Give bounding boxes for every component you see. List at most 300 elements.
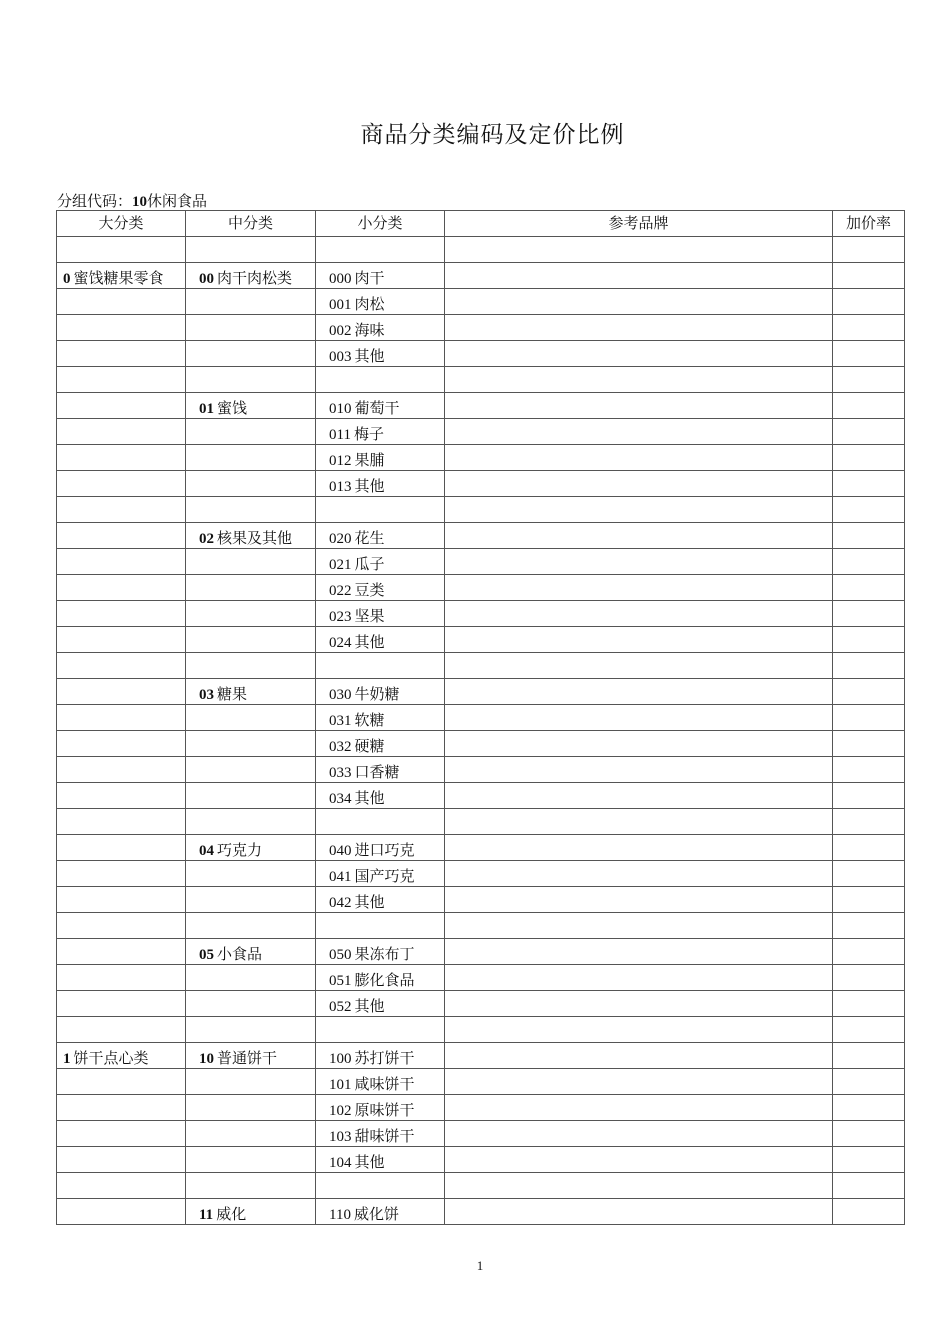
minor-category-cell-name: 瓜子 <box>354 557 385 573</box>
mid-category-cell <box>186 1043 316 1069</box>
markup-rate-cell <box>833 1095 905 1121</box>
minor-category-cell-name: 其他 <box>354 999 385 1015</box>
brand-cell <box>445 783 833 809</box>
mid-category-cell-code: 05 <box>199 947 214 963</box>
markup-rate-cell <box>833 419 905 445</box>
minor-category-cell-name: 海味 <box>354 323 385 339</box>
major-category-cell <box>57 1017 186 1043</box>
brand-cell <box>445 471 833 497</box>
mid-category-cell <box>186 523 316 549</box>
major-category-cell <box>57 367 186 393</box>
major-category-cell <box>57 471 186 497</box>
markup-rate-cell <box>833 263 905 289</box>
minor-category-cell-code: 000 <box>329 271 352 287</box>
mid-category-cell <box>186 653 316 679</box>
minor-category-cell <box>316 1147 445 1173</box>
major-category-cell <box>57 991 186 1017</box>
mid-category-cell-name: 威化 <box>216 1207 247 1223</box>
minor-category-cell-name: 其他 <box>354 791 385 807</box>
minor-category-cell <box>316 731 445 757</box>
minor-category-cell-code: 001 <box>329 297 352 313</box>
markup-rate-cell <box>833 679 905 705</box>
minor-category-cell-name: 其他 <box>354 895 385 911</box>
minor-category-cell-code: 110 <box>329 1207 351 1223</box>
minor-category-cell-code: 012 <box>329 453 352 469</box>
markup-rate-cell <box>833 1069 905 1095</box>
minor-category-cell-name: 硬糖 <box>354 739 385 755</box>
mid-category-cell <box>186 341 316 367</box>
major-category-cell <box>57 757 186 783</box>
minor-category-cell-code: 052 <box>329 999 352 1015</box>
mid-category-cell <box>186 965 316 991</box>
table-row <box>57 289 905 315</box>
brand-cell <box>445 549 833 575</box>
major-category-cell <box>57 913 186 939</box>
table-row <box>57 237 905 263</box>
markup-rate-cell <box>833 523 905 549</box>
brand-cell <box>445 861 833 887</box>
minor-category-cell-code: 003 <box>329 349 352 365</box>
mid-category-cell <box>186 289 316 315</box>
minor-category-cell-name: 威化饼 <box>353 1207 399 1223</box>
mid-category-cell <box>186 679 316 705</box>
minor-category-cell-code: 033 <box>329 765 352 781</box>
markup-rate-cell <box>833 861 905 887</box>
mid-category-cell <box>186 627 316 653</box>
major-category-cell <box>57 1069 186 1095</box>
major-category-cell-code: 0 <box>63 271 71 287</box>
minor-category-cell <box>316 861 445 887</box>
markup-rate-cell <box>833 731 905 757</box>
page-title: 商品分类编码及定价比例 <box>360 122 625 147</box>
brand-cell <box>445 497 833 523</box>
mid-category-cell <box>186 263 316 289</box>
header-brand: 参考品牌 <box>445 211 833 237</box>
minor-category-cell <box>316 1173 445 1199</box>
markup-rate-cell <box>833 341 905 367</box>
minor-category-cell <box>316 1017 445 1043</box>
mid-category-cell <box>186 1199 316 1225</box>
minor-category-cell <box>316 939 445 965</box>
markup-rate-cell <box>833 809 905 835</box>
minor-category-cell-name: 其他 <box>354 1155 385 1171</box>
markup-rate-cell <box>833 315 905 341</box>
mid-category-cell <box>186 1147 316 1173</box>
markup-rate-cell <box>833 965 905 991</box>
major-category-cell <box>57 627 186 653</box>
mid-category-cell <box>186 1173 316 1199</box>
minor-category-cell-code: 103 <box>329 1129 352 1145</box>
table-row <box>57 263 905 289</box>
brand-cell <box>445 809 833 835</box>
table-row <box>57 913 905 939</box>
minor-category-cell-code: 021 <box>329 557 352 573</box>
brand-cell <box>445 601 833 627</box>
markup-rate-cell <box>833 367 905 393</box>
major-category-cell <box>57 419 186 445</box>
brand-cell <box>445 367 833 393</box>
mid-category-cell-code: 01 <box>199 401 214 417</box>
minor-category-cell-code: 030 <box>329 687 352 703</box>
markup-rate-cell <box>833 575 905 601</box>
mid-category-cell <box>186 237 316 263</box>
header-minor: 小分类 <box>316 211 445 237</box>
mid-category-cell <box>186 887 316 913</box>
header-markup: 加价率 <box>833 211 905 237</box>
minor-category-cell-code: 040 <box>329 843 352 859</box>
markup-rate-cell <box>833 289 905 315</box>
markup-rate-cell <box>833 445 905 471</box>
mid-category-cell <box>186 705 316 731</box>
major-category-cell <box>57 653 186 679</box>
minor-category-cell <box>316 289 445 315</box>
mid-category-cell <box>186 1069 316 1095</box>
major-category-cell <box>57 887 186 913</box>
minor-category-cell-name: 果冻布丁 <box>354 947 415 963</box>
table-row <box>57 939 905 965</box>
major-category-cell <box>57 1173 186 1199</box>
minor-category-cell <box>316 471 445 497</box>
table-row <box>57 1095 905 1121</box>
markup-rate-cell <box>833 991 905 1017</box>
markup-rate-cell <box>833 1017 905 1043</box>
mid-category-cell <box>186 913 316 939</box>
mid-category-cell <box>186 601 316 627</box>
brand-cell <box>445 731 833 757</box>
table-row <box>57 471 905 497</box>
brand-cell <box>445 419 833 445</box>
mid-category-cell <box>186 1017 316 1043</box>
minor-category-cell-code: 102 <box>329 1103 352 1119</box>
markup-rate-cell <box>833 705 905 731</box>
brand-cell <box>445 887 833 913</box>
category-table <box>56 210 905 1225</box>
major-category-cell <box>57 393 186 419</box>
major-category-cell <box>57 705 186 731</box>
major-category-cell <box>57 731 186 757</box>
minor-category-cell-name: 其他 <box>354 349 385 365</box>
minor-category-cell-name: 牛奶糖 <box>354 687 400 703</box>
minor-category-cell-name: 咸味饼干 <box>354 1077 415 1093</box>
mid-category-cell-name: 糖果 <box>217 687 248 703</box>
mid-category-cell-name: 小食品 <box>217 947 263 963</box>
table-row <box>57 679 905 705</box>
major-category-cell <box>57 783 186 809</box>
markup-rate-cell <box>833 497 905 523</box>
mid-category-cell-name: 肉干肉松类 <box>217 271 293 287</box>
minor-category-cell <box>316 1069 445 1095</box>
markup-rate-cell <box>833 1121 905 1147</box>
mid-category-cell-name: 核果及其他 <box>217 531 293 547</box>
table-row <box>57 861 905 887</box>
major-category-cell-code: 1 <box>63 1051 71 1067</box>
brand-cell <box>445 1095 833 1121</box>
table-row <box>57 523 905 549</box>
minor-category-cell-code: 024 <box>329 635 352 651</box>
brand-cell <box>445 289 833 315</box>
brand-cell <box>445 653 833 679</box>
major-category-cell <box>57 1199 186 1225</box>
major-category-cell <box>57 1095 186 1121</box>
minor-category-cell-name: 坚果 <box>354 609 385 625</box>
markup-rate-cell <box>833 549 905 575</box>
minor-category-cell <box>316 341 445 367</box>
table-row <box>57 549 905 575</box>
table-row <box>57 835 905 861</box>
brand-cell <box>445 757 833 783</box>
minor-category-cell <box>316 809 445 835</box>
major-category-cell <box>57 549 186 575</box>
mid-category-cell <box>186 419 316 445</box>
minor-category-cell-code: 031 <box>329 713 352 729</box>
markup-rate-cell <box>833 1147 905 1173</box>
minor-category-cell <box>316 757 445 783</box>
major-category-cell <box>57 289 186 315</box>
minor-category-cell-code: 032 <box>329 739 352 755</box>
minor-category-cell-name: 苏打饼干 <box>354 1051 415 1067</box>
minor-category-cell-code: 010 <box>329 401 352 417</box>
mid-category-cell-code: 04 <box>199 843 214 859</box>
mid-category-cell <box>186 939 316 965</box>
markup-rate-cell <box>833 1043 905 1069</box>
major-category-cell <box>57 809 186 835</box>
mid-category-cell <box>186 809 316 835</box>
table-row <box>57 419 905 445</box>
minor-category-cell-code: 104 <box>329 1155 352 1171</box>
brand-cell <box>445 939 833 965</box>
major-category-cell-name: 蜜饯糖果零食 <box>73 271 164 287</box>
mid-category-cell <box>186 835 316 861</box>
minor-category-cell <box>316 1199 445 1225</box>
mid-category-cell <box>186 1095 316 1121</box>
minor-category-cell-name: 梅子 <box>353 427 384 443</box>
header-mid: 中分类 <box>186 211 316 237</box>
group-label: 分组代码： <box>57 194 133 210</box>
minor-category-cell-name: 进口巧克 <box>354 843 415 859</box>
minor-category-cell-code: 023 <box>329 609 352 625</box>
minor-category-cell-name: 口香糖 <box>354 765 400 781</box>
major-category-cell <box>57 939 186 965</box>
markup-rate-cell <box>833 393 905 419</box>
minor-category-cell-name: 其他 <box>354 635 385 651</box>
table-row <box>57 1121 905 1147</box>
table-row <box>57 315 905 341</box>
minor-category-cell <box>316 887 445 913</box>
minor-category-cell-code: 050 <box>329 947 352 963</box>
minor-category-cell-code: 101 <box>329 1077 352 1093</box>
table-row <box>57 1043 905 1069</box>
minor-category-cell <box>316 1095 445 1121</box>
table-row <box>57 497 905 523</box>
mid-category-cell-name: 巧克力 <box>217 843 263 859</box>
mid-category-cell <box>186 549 316 575</box>
brand-cell <box>445 445 833 471</box>
markup-rate-cell <box>833 237 905 263</box>
brand-cell <box>445 679 833 705</box>
brand-cell <box>445 705 833 731</box>
brand-cell <box>445 341 833 367</box>
brand-cell <box>445 991 833 1017</box>
markup-rate-cell <box>833 1199 905 1225</box>
major-category-cell <box>57 1121 186 1147</box>
major-category-cell <box>57 861 186 887</box>
minor-category-cell <box>316 549 445 575</box>
mid-category-cell <box>186 783 316 809</box>
brand-cell <box>445 263 833 289</box>
minor-category-cell <box>316 627 445 653</box>
brand-cell <box>445 1069 833 1095</box>
mid-category-cell <box>186 315 316 341</box>
group-name: 休闲食品 <box>147 194 208 210</box>
major-category-cell <box>57 601 186 627</box>
minor-category-cell-code: 042 <box>329 895 352 911</box>
table-row <box>57 653 905 679</box>
minor-category-cell-name: 国产巧克 <box>354 869 415 885</box>
minor-category-cell-code: 022 <box>329 583 352 599</box>
mid-category-cell <box>186 445 316 471</box>
minor-category-cell <box>316 497 445 523</box>
mid-category-cell <box>186 393 316 419</box>
minor-category-cell-code: 020 <box>329 531 352 547</box>
mid-category-cell-code: 03 <box>199 687 214 703</box>
minor-category-cell-code: 051 <box>329 973 352 989</box>
minor-category-cell <box>316 419 445 445</box>
table-row <box>57 1199 905 1225</box>
mid-category-cell-code: 10 <box>199 1051 214 1067</box>
mid-category-cell <box>186 1121 316 1147</box>
table-row <box>57 1017 905 1043</box>
mid-category-cell <box>186 861 316 887</box>
table-row <box>57 809 905 835</box>
mid-category-cell-code: 00 <box>199 271 214 287</box>
mid-category-cell <box>186 497 316 523</box>
brand-cell <box>445 1199 833 1225</box>
markup-rate-cell <box>833 1173 905 1199</box>
markup-rate-cell <box>833 783 905 809</box>
minor-category-cell <box>316 445 445 471</box>
minor-category-cell-name: 花生 <box>354 531 385 547</box>
major-category-cell <box>57 679 186 705</box>
minor-category-cell <box>316 913 445 939</box>
minor-category-cell-name: 豆类 <box>354 583 385 599</box>
mid-category-cell-code: 02 <box>199 531 214 547</box>
markup-rate-cell <box>833 757 905 783</box>
minor-category-cell-name: 软糖 <box>354 713 385 729</box>
minor-category-cell <box>316 601 445 627</box>
major-category-cell <box>57 835 186 861</box>
brand-cell <box>445 1121 833 1147</box>
table-row <box>57 367 905 393</box>
table-row <box>57 757 905 783</box>
table-row <box>57 445 905 471</box>
minor-category-cell-name: 果脯 <box>354 453 385 469</box>
markup-rate-cell <box>833 471 905 497</box>
mid-category-cell <box>186 731 316 757</box>
major-category-cell <box>57 575 186 601</box>
table-row <box>57 627 905 653</box>
minor-category-cell-name: 葡萄干 <box>354 401 400 417</box>
minor-category-cell <box>316 991 445 1017</box>
markup-rate-cell <box>833 601 905 627</box>
brand-cell <box>445 1147 833 1173</box>
brand-cell <box>445 575 833 601</box>
major-category-cell <box>57 1043 186 1069</box>
minor-category-cell <box>316 653 445 679</box>
minor-category-cell-code: 100 <box>329 1051 352 1067</box>
major-category-cell <box>57 341 186 367</box>
minor-category-cell-name: 其他 <box>354 479 385 495</box>
mid-category-cell <box>186 471 316 497</box>
major-category-cell <box>57 965 186 991</box>
major-category-cell <box>57 1147 186 1173</box>
group-code-line <box>57 190 207 211</box>
mid-category-cell-name: 普通饼干 <box>217 1051 278 1067</box>
minor-category-cell <box>316 315 445 341</box>
mid-category-cell <box>186 757 316 783</box>
minor-category-cell <box>316 575 445 601</box>
minor-category-cell-code: 002 <box>329 323 352 339</box>
minor-category-cell <box>316 835 445 861</box>
brand-cell <box>445 315 833 341</box>
table-row <box>57 575 905 601</box>
major-category-cell <box>57 445 186 471</box>
brand-cell <box>445 1043 833 1069</box>
brand-cell <box>445 1017 833 1043</box>
minor-category-cell <box>316 965 445 991</box>
table-row <box>57 705 905 731</box>
brand-cell <box>445 393 833 419</box>
group-code: 10 <box>132 194 148 210</box>
minor-category-cell-code: 041 <box>329 869 352 885</box>
minor-category-cell <box>316 367 445 393</box>
minor-category-cell-code: 034 <box>329 791 352 807</box>
brand-cell <box>445 523 833 549</box>
mid-category-cell <box>186 575 316 601</box>
markup-rate-cell <box>833 887 905 913</box>
mid-category-cell-name: 蜜饯 <box>217 401 248 417</box>
markup-rate-cell <box>833 835 905 861</box>
minor-category-cell-name: 肉干 <box>354 271 385 287</box>
table-row <box>57 887 905 913</box>
table-row <box>57 393 905 419</box>
brand-cell <box>445 835 833 861</box>
table-row <box>57 1069 905 1095</box>
brand-cell <box>445 1173 833 1199</box>
header-row <box>57 211 905 237</box>
minor-category-cell <box>316 679 445 705</box>
minor-category-cell <box>316 783 445 809</box>
table-row <box>57 341 905 367</box>
table-row <box>57 783 905 809</box>
minor-category-cell <box>316 1121 445 1147</box>
mid-category-cell-code: 11 <box>199 1207 214 1223</box>
major-category-cell <box>57 237 186 263</box>
major-category-cell <box>57 497 186 523</box>
minor-category-cell-code: 011 <box>329 427 351 443</box>
minor-category-cell <box>316 263 445 289</box>
minor-category-cell <box>316 237 445 263</box>
brand-cell <box>445 627 833 653</box>
markup-rate-cell <box>833 653 905 679</box>
markup-rate-cell <box>833 939 905 965</box>
table-row <box>57 601 905 627</box>
minor-category-cell-name: 膨化食品 <box>354 973 415 989</box>
minor-category-cell <box>316 393 445 419</box>
table-row <box>57 991 905 1017</box>
major-category-cell <box>57 315 186 341</box>
page-number: 1 <box>476 1258 484 1273</box>
brand-cell <box>445 237 833 263</box>
